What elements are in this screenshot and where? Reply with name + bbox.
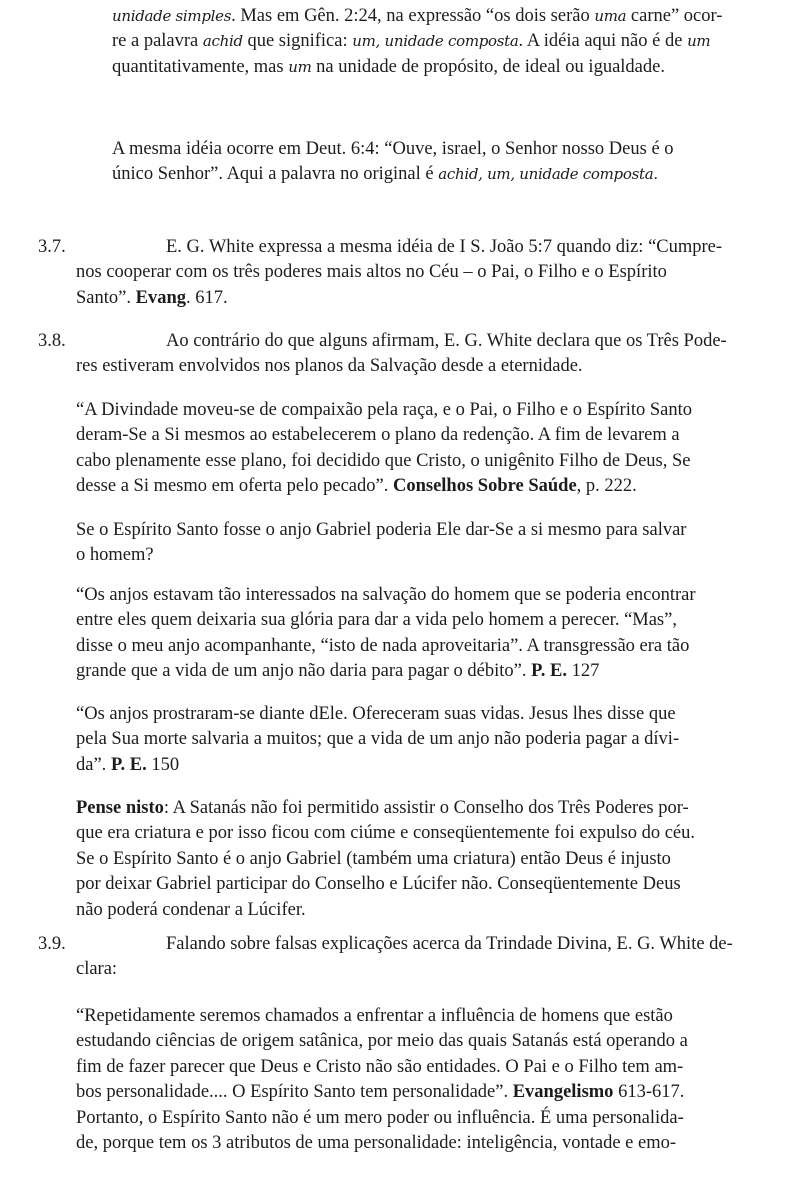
- emphasis-text: um: [288, 57, 312, 76]
- section-number-3-7: 3.7.: [38, 237, 66, 257]
- paragraph-achid: unidade simples. Mas em Gên. 2:24, na expressão “os dois serão uma carne” ocor- re a palavra achid que significa: um, unidade composta. A idéia aqui não é de um quantitativamente, mas um na unidade de propósito, de ideal ou igualdade.: [112, 6, 723, 77]
- quote-anjos-prostraram: “Os anjos prostraram-se diante dEle. Ofereceram suas vidas. Jesus lhes disse que pela Sua morte salvaria a muitos; que a vida de um anjo não poderia pagar a dívi- da”. P. E. 150: [76, 704, 680, 775]
- emphasis-text: um: [687, 32, 711, 51]
- paragraph-deut: A mesma idéia ocorre em Deut. 6:4: “Ouve, israel, o Senhor nosso Deus é o único Senhor”. Aqui a palavra no original é achid, um, unidade composta.: [112, 139, 674, 185]
- citation-bold: P. E.: [531, 661, 567, 682]
- citation-bold: Evang: [135, 287, 186, 308]
- emphasis-text: unidade simples: [112, 7, 232, 25]
- section-3-8-text: Ao contrário do que alguns afirmam, E. G. White declara que os Três Pode- res estiveram envolvidos nos planos da Salvação desde a eternidade.: [76, 331, 727, 377]
- emphasis-text: uma: [594, 7, 627, 25]
- section-3-9-text: Falando sobre falsas explicações acerca da Trindade Divina, E. G. White de- clara:: [76, 934, 733, 980]
- section-3-7-text: E. G. White expressa a mesma idéia de I S. João 5:7 quando diz: “Cumpre- nos cooperar com os três poderes mais altos no Céu – o Pai, o Filho e o Espírito Santo”. Evang. 617.: [76, 237, 723, 308]
- citation-bold: Evangelismo: [512, 1082, 614, 1103]
- pense-nisto-label: Pense nisto: [76, 798, 164, 818]
- emphasis-text: achid, um, unidade composta.: [438, 165, 658, 184]
- section-number-3-8: 3.8.: [38, 331, 66, 351]
- citation-bold: P. E.: [110, 754, 147, 775]
- quote-repetidamente: “Repetidamente seremos chamados a enfrentar a influência de homens que estão estudando ciências de origem satânica, por meio das quais Satanás está operando a fim de fazer parecer que Deus e Cristo não são entidades. O Pai e o Filho tem am- bos personalidade.... O Espírito Santo tem personalidade”. Evangelismo 613-617. Portanto, o Espírito Santo não é um mero poder ou influência. É uma personalida- de, porque tem os 3 atributos de uma personalidade: inteligência, vontade e emo-: [76, 1006, 688, 1154]
- citation-bold: Conselhos Sobre Saúde: [392, 476, 577, 497]
- pense-nisto-paragraph: Pense nisto: A Satanás não foi permitido assistir o Conselho dos Três Poderes por- que era criatura e por isso ficou com ciúme e conseqüentemente foi expulso do céu. Se o Espírito Santo é o anjo Gabriel (também uma criatura) então Deus é injusto por deixar Gabriel participar do Conselho e Lúcifer não. Conseqüentemente Deus não poderá condenar a Lúcifer.: [76, 798, 696, 920]
- emphasis-text: um, unidade composta: [352, 32, 519, 51]
- quote-anjos-interessados: “Os anjos estavam tão interessados na salvação do homem que se poderia encontrar entre eles quem deixaria sua glória para dar a vida pelo homem a perecer. “Mas”, disse o meu anjo acompanhante, “isto de nada aproveitaria”. A transgressão era tão grande que a vida de um anjo não daria para pagar o débito”. P. E. 127: [76, 585, 696, 682]
- emphasis-text: achid: [202, 32, 243, 51]
- quote-divindade: “A Divindade moveu-se de compaixão pela raça, e o Pai, o Filho e o Espírito Santo deram-Se a Si mesmos ao estabelecerem o plano da redenção. A fim de levarem a cabo plenamente esse plano, foi decidido que Cristo, o unigênito Filho de Deus, Se desse a Si mesmo em oferta pelo pecado”. Conselhos Sobre Saúde, p. 222.: [76, 400, 692, 497]
- question-gabriel: Se o Espírito Santo fosse o anjo Gabriel poderia Ele dar-Se a si mesmo para salvar o homem?: [76, 520, 687, 566]
- section-number-3-9: 3.9.: [38, 934, 66, 954]
